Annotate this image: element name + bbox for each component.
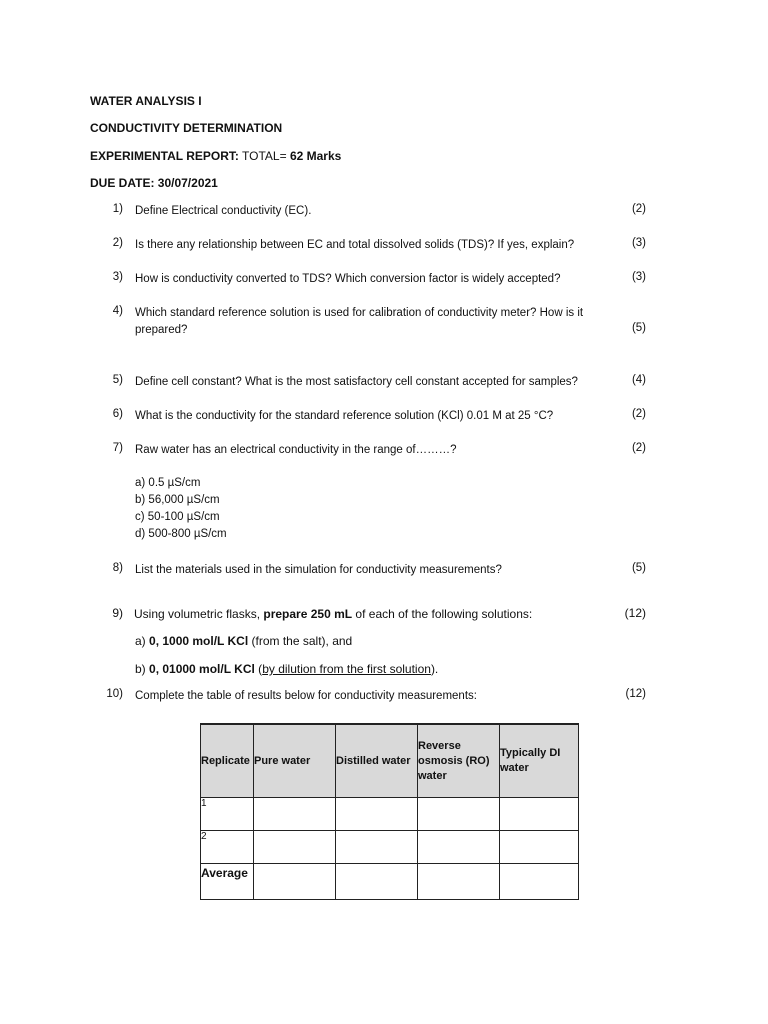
question-marks: (5) [631,322,646,334]
solution-b-open: ( [254,662,263,676]
header-ro-water: Reverse osmosis (RO) water [418,724,500,798]
question-marks: (2) [631,442,646,454]
question-number: 2) [112,237,123,249]
question-text: What is the conductivity for the standard reference solution (KCl) 0.01 M at 25 °C? [135,410,554,422]
table-cell[interactable] [336,831,418,864]
question-text-end: of each of the following solutions: [352,607,533,621]
table-row [201,864,579,900]
question-text-emphasis: prepare 250 mL [263,607,353,621]
table-cell[interactable] [500,831,579,864]
results-table [200,723,579,900]
solution-b-prefix: b) [135,662,150,676]
question-text: Which standard reference solution is used for calibration of conductivity meter? How is it [135,307,584,319]
question-marks: (2) [631,203,646,215]
question-text [134,606,532,623]
header-di-water: Typically DI water [500,724,579,798]
table-row [201,798,579,831]
solution-a-note: (from the salt), and [248,634,353,648]
question-number: 8) [112,562,123,574]
table-cell[interactable] [500,798,579,831]
question-number: 9) [112,606,123,620]
question-marks: (4) [631,374,646,386]
question-marks: (12) [625,688,646,700]
total-label: TOTAL= [242,149,287,163]
table-cell[interactable] [336,798,418,831]
report-line [90,149,341,163]
answer-option-c: c) 50-100 µS/cm [135,511,220,523]
table-cell[interactable] [254,864,336,900]
question-text: Complete the table of results below for conductivity measurements: [135,690,477,702]
question-marks: (5) [631,562,646,574]
table-cell[interactable] [418,831,500,864]
question-text: How is conductivity converted to TDS? Which conversion factor is widely accepted? [135,273,561,285]
question-number: 7) [112,442,123,454]
question-number: 4) [112,305,123,317]
question-number: 5) [112,374,123,386]
question-number: 6) [112,408,123,420]
question-number: 3) [112,271,123,283]
report-label: EXPERIMENTAL REPORT: [90,149,239,163]
answer-option-a: a) 0.5 µS/cm [135,477,201,489]
question-text: Raw water has an electrical conductivity in the range of………? [135,444,457,456]
table-header-row [201,724,579,798]
row-label: 1 [201,798,254,831]
question-number: 1) [112,203,123,215]
question-marks: (3) [631,237,646,249]
solution-b-close: ). [430,662,439,676]
question-marks: (12) [624,606,646,620]
table-row [201,831,579,864]
document-title: WATER ANALYSIS I [90,94,202,108]
solution-a-concentration: 0, 1000 mol/L KCl [149,634,249,648]
header-replicate: Replicate [201,724,254,798]
row-label: Average [201,864,254,900]
table-cell[interactable] [254,798,336,831]
question-text: Is there any relationship between EC and total dissolved solids (TDS)? If yes, explain? [135,239,575,251]
question-text: Define cell constant? What is the most satisfactory cell constant accepted for samples? [135,376,578,388]
question-text-continued: prepared? [135,324,188,336]
table-cell[interactable] [500,864,579,900]
table-cell[interactable] [418,798,500,831]
solution-b-note: by dilution from the first solution [262,662,431,676]
total-marks: 62 Marks [289,149,342,163]
solution-b-concentration: 0, 01000 mol/L KCl [149,662,255,676]
question-text: Define Electrical conductivity (EC). [135,205,312,217]
table-cell[interactable] [336,864,418,900]
due-date: DUE DATE: 30/07/2021 [90,176,218,190]
solution-a [135,633,352,650]
table-cell[interactable] [254,831,336,864]
table-cell[interactable] [418,864,500,900]
question-number: 10) [106,688,123,700]
header-distilled-water: Distilled water [336,724,418,798]
question-text: List the materials used in the simulation for conductivity measurements? [135,564,502,576]
row-label: 2 [201,831,254,864]
document-subtitle: CONDUCTIVITY DETERMINATION [90,121,283,135]
question-marks: (3) [631,271,646,283]
solution-b [135,661,438,678]
question-marks: (2) [631,408,646,420]
header-pure-water: Pure water [254,724,336,798]
answer-option-b: b) 56,000 µS/cm [135,494,220,506]
question-text-start: Using volumetric flasks, [134,607,264,621]
answer-option-d: d) 500-800 µS/cm [135,528,227,540]
solution-a-prefix: a) [135,634,150,648]
